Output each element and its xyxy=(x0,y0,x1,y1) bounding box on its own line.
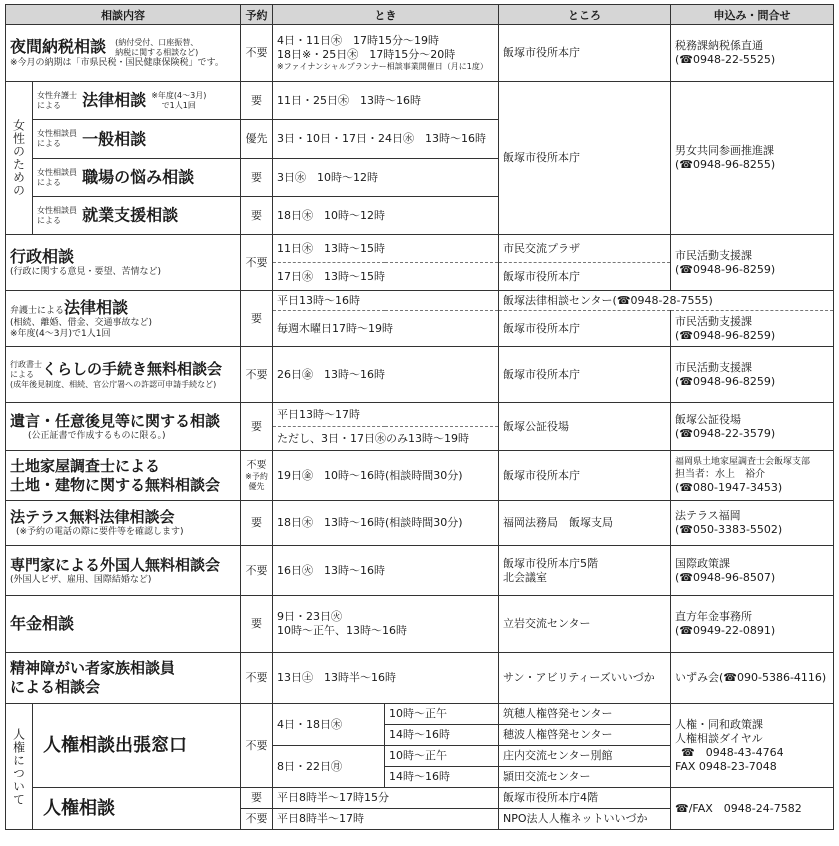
kurashi-sub: (成年後見制度、相続、官公庁署への許認可申請手続など) xyxy=(10,379,217,389)
women-contact-org: 男女共同参画推進課 xyxy=(675,144,774,157)
human-desk-title: 人権相談出張窓口 xyxy=(43,734,187,756)
human-desk-time3: 10時～正午 xyxy=(385,746,499,767)
human-consult-content xyxy=(33,788,241,830)
land-contact-person: 担当者：水上 裕介 xyxy=(675,468,765,480)
women-legal-reservation: 要 xyxy=(241,82,273,120)
law-contact-phone: (☎0948-96-8259) xyxy=(675,328,776,342)
human-desk-where2: 穂波人権啓発センター xyxy=(499,725,671,746)
table-header xyxy=(6,5,834,25)
will-where: 飯塚公証役場 xyxy=(499,403,671,451)
human-consult-res1: 要 xyxy=(241,788,273,809)
houterasu-contact-phone: (☎050-3383-5502) xyxy=(675,523,783,536)
women-legal-pre1: 女性弁護士 xyxy=(37,90,77,100)
admin-contact-phone: (☎0948-96-8259) xyxy=(675,262,776,276)
table-row xyxy=(6,235,834,263)
foreign-when: 16日㊋ 13時～16時 xyxy=(273,546,499,596)
kurashi-contact-phone: (☎0948-96-8259) xyxy=(675,374,776,388)
human-desk-where3: 庄内交流センター別館 xyxy=(499,746,671,767)
houterasu-when: 18日㊍ 13時～16時(相談時間30分) xyxy=(273,501,499,546)
pension-when1: 9日・23日㊋ xyxy=(277,610,342,623)
human-vertical-label: 人権について xyxy=(6,704,33,830)
tax-contact-phone: (☎0948-22-5525) xyxy=(675,53,776,66)
table-row xyxy=(6,501,834,546)
women-job-pre1: 女性相談員 xyxy=(37,205,77,215)
land-contact xyxy=(671,451,834,501)
mental-where: サン・アビリティーズいいづか xyxy=(499,653,671,704)
mental-content xyxy=(6,653,241,704)
kurashi-reservation: 不要 xyxy=(241,347,273,403)
admin-where1: 市民交流プラザ xyxy=(499,235,671,263)
kurashi-pre2: による xyxy=(10,369,34,379)
law-note: ※年度(4～3月)で1人1回 xyxy=(10,328,111,339)
consultation-table xyxy=(5,4,834,830)
tax-sub2: 納税に関する相談など) xyxy=(115,47,199,57)
houterasu-sub: (※予約の電話の際に要件等を確認します) xyxy=(16,527,184,537)
women-job-content xyxy=(33,197,241,235)
kurashi-contact-org: 市民活動支援課 xyxy=(675,360,752,374)
mental-contact: いずみ会(☎090-5386-4116) xyxy=(671,653,834,704)
land-reservation xyxy=(241,451,273,501)
houterasu-contact-org: 法テラス福岡 xyxy=(675,509,741,522)
tax-when-note: ※ファイナンシャルプランナー相談事業開催日（月に1度） xyxy=(277,62,488,71)
admin-when1: 11日㊍ 13時～15時 xyxy=(273,235,499,263)
women-general-when: 3日・10日・17日・24日㊌ 13時～16時 xyxy=(273,120,499,159)
will-contact xyxy=(671,403,834,451)
tax-contact xyxy=(671,25,834,82)
table-row xyxy=(6,25,834,82)
tax-contact-org: 税務課納税係直通 xyxy=(675,39,763,52)
women-contact-phone: (☎0948-96-8255) xyxy=(675,158,776,171)
mental-when: 13日㊏ 13時半～16時 xyxy=(273,653,499,704)
human-consult-res2: 不要 xyxy=(241,809,273,830)
human-desk-time2: 14時～16時 xyxy=(385,725,499,746)
women-job-pre2: による xyxy=(37,215,61,225)
land-res1: 不要 xyxy=(246,460,267,471)
header-contact: 申込み・問合せ xyxy=(671,5,834,25)
women-general-content xyxy=(33,120,241,159)
table-row xyxy=(6,347,834,403)
women-work-pre2: による xyxy=(37,177,61,187)
mental-title2: による相談会 xyxy=(10,678,101,696)
women-contact xyxy=(671,82,834,235)
human-consult-where1: 飯塚市役所本庁4階 xyxy=(499,788,671,809)
law-contact-org: 市民活動支援課 xyxy=(675,314,752,328)
human-consult-title: 人権相談 xyxy=(43,797,115,819)
land-when: 19日㊎ 10時～16時(相談時間30分) xyxy=(273,451,499,501)
women-general-pre2: による xyxy=(37,139,61,149)
houterasu-title: 法テラス無料法律相談会 xyxy=(10,508,175,526)
foreign-title: 専門家による外国人無料相談会 xyxy=(10,555,221,574)
header-reservation: 予約 xyxy=(241,5,273,25)
will-contact-phone: (☎0948-22-3579) xyxy=(675,426,776,440)
human-desk-where4: 頴田交流センター xyxy=(499,767,671,788)
pension-where: 立岩交流センター xyxy=(499,596,671,653)
header-when: とき xyxy=(273,5,499,25)
admin-title: 行政相談 xyxy=(10,247,75,266)
women-vertical-label: 女性のための xyxy=(6,82,33,235)
land-content xyxy=(6,451,241,501)
law-reservation: 要 xyxy=(241,291,273,347)
admin-content xyxy=(6,235,241,291)
women-legal-when: 11日・25日㊍ 13時～16時 xyxy=(273,82,499,120)
mental-title1: 精神障がい者家族相談員 xyxy=(10,659,176,677)
women-job-title: 就業支援相談 xyxy=(82,205,179,225)
human-desk-content xyxy=(33,704,241,788)
human-desk-time1: 10時～正午 xyxy=(385,704,499,725)
tax-reservation: 不要 xyxy=(241,25,273,82)
land-title1: 土地家屋調査士による xyxy=(10,456,161,475)
law-where1: 飯塚法律相談センター(☎0948-28-7555) xyxy=(499,291,834,311)
law-when2: 毎週木曜日17時～19時 xyxy=(273,311,499,347)
will-title: 遺言・任意後見等に関する相談 xyxy=(10,411,221,430)
table-row xyxy=(6,82,834,120)
women-general-pre1: 女性相談員 xyxy=(37,129,77,139)
houterasu-where: 福岡法務局 飯塚支局 xyxy=(499,501,671,546)
human-consult-contact: ☎/FAX 0948-24-7582 xyxy=(671,788,834,830)
tax-when1: 4日・11日㊍ 17時15分～19時 xyxy=(277,34,439,47)
law-contact xyxy=(671,311,834,347)
kurashi-pre1: 行政書士 xyxy=(10,359,42,369)
women-legal-pre2: による xyxy=(37,100,61,110)
law-when1: 平日13時～16時 xyxy=(273,291,499,311)
law-content xyxy=(6,291,241,347)
kurashi-title: くらしの手続き無料相談会 xyxy=(42,360,223,379)
foreign-reservation: 不要 xyxy=(241,546,273,596)
tax-when xyxy=(273,25,499,82)
tax-when2: 18日※・25日㊍ 17時15分～20時 xyxy=(277,48,456,61)
tax-note: ※今月の納期は「市県民税・国民健康保険税」です。 xyxy=(10,57,224,68)
table-row xyxy=(6,596,834,653)
houterasu-reservation: 要 xyxy=(241,501,273,546)
foreign-contact-phone: (☎0948-96-8507) xyxy=(675,570,776,584)
human-desk-time4: 14時～16時 xyxy=(385,767,499,788)
pension-when xyxy=(273,596,499,653)
admin-contact xyxy=(671,235,834,291)
table-row xyxy=(6,291,834,311)
women-job-reservation: 要 xyxy=(241,197,273,235)
human-contact-dial: 人権相談ダイヤル xyxy=(675,731,763,745)
table-row xyxy=(6,451,834,501)
women-work-content xyxy=(33,159,241,197)
land-res3: 優先 xyxy=(248,482,265,491)
table-row xyxy=(6,788,834,809)
land-contact-phone: (☎080-1947-3453) xyxy=(675,480,783,494)
houterasu-content xyxy=(6,501,241,546)
law-pre: 弁護士による xyxy=(10,305,65,316)
tax-title: 夜間納税相談 xyxy=(10,37,107,57)
pension-title: 年金相談 xyxy=(10,614,75,633)
foreign-content xyxy=(6,546,241,596)
kurashi-when: 26日㊎ 13時～16時 xyxy=(273,347,499,403)
kurashi-content xyxy=(6,347,241,403)
women-work-pre1: 女性相談員 xyxy=(37,167,77,177)
pension-reservation: 要 xyxy=(241,596,273,653)
table-row xyxy=(6,704,834,725)
women-legal-note1: ※年度(4～3月) xyxy=(151,90,207,100)
women-legal-note2: で1人1回 xyxy=(161,100,196,110)
land-contact-org: 福岡県土地家屋調査士会飯塚支部 xyxy=(675,456,811,467)
land-title2: 土地・建物に関する無料相談会 xyxy=(10,475,221,494)
will-contact-org: 飯塚公証役場 xyxy=(675,412,741,426)
pension-when2: 10時～正午、13時～16時 xyxy=(277,624,407,637)
will-when1: 平日13時～17時 xyxy=(273,403,499,427)
kurashi-where: 飯塚市役所本庁 xyxy=(499,347,671,403)
land-res2: ※予約 xyxy=(245,472,268,481)
human-desk-contact xyxy=(671,704,834,788)
tax-where: 飯塚市役所本庁 xyxy=(499,25,671,82)
admin-contact-org: 市民活動支援課 xyxy=(675,248,752,262)
law-title: 法律相談 xyxy=(64,297,129,317)
human-desk-reservation: 不要 xyxy=(241,704,273,788)
table-row xyxy=(6,653,834,704)
women-work-title: 職場の悩み相談 xyxy=(82,167,195,187)
will-when2: ただし、3日・17日㊌のみ13時～19時 xyxy=(273,427,499,451)
human-consult-where2: NPO法人人権ネットいいづか xyxy=(499,809,671,830)
women-legal-content xyxy=(33,82,241,120)
foreign-contact xyxy=(671,546,834,596)
women-where: 飯塚市役所本庁 xyxy=(499,82,671,235)
law-where2: 飯塚市役所本庁 xyxy=(499,311,671,347)
law-sub: (相続、離婚、借金、交通事故など) xyxy=(10,317,153,328)
pension-contact-org: 直方年金事務所 xyxy=(675,610,752,623)
foreign-where xyxy=(499,546,671,596)
table-row xyxy=(6,403,834,427)
women-general-title: 一般相談 xyxy=(82,129,147,149)
tax-content xyxy=(6,25,241,82)
admin-reservation: 不要 xyxy=(241,235,273,291)
pension-contact xyxy=(671,596,834,653)
land-where: 飯塚市役所本庁 xyxy=(499,451,671,501)
mental-reservation: 不要 xyxy=(241,653,273,704)
consultation-schedule xyxy=(5,4,834,830)
human-consult-when1: 平日8時半～17時15分 xyxy=(273,788,499,809)
kurashi-contact xyxy=(671,347,834,403)
women-general-reservation: 優先 xyxy=(241,120,273,159)
human-desk-date2: 8日・22日㊊ xyxy=(273,746,385,788)
header-where: ところ xyxy=(499,5,671,25)
houterasu-contact xyxy=(671,501,834,546)
admin-where2: 飯塚市役所本庁 xyxy=(499,263,671,291)
tax-sub1: (納付受付、口座振替、 xyxy=(115,37,199,47)
foreign-contact-org: 国際政策課 xyxy=(675,556,730,570)
women-work-when: 3日㊌ 10時～12時 xyxy=(273,159,499,197)
human-contact-fax: FAX 0948-23-7048 xyxy=(675,759,777,773)
foreign-where1: 飯塚市役所本庁5階 xyxy=(503,556,598,570)
human-consult-when2: 平日8時半～17時 xyxy=(273,809,499,830)
admin-when2: 17日㊌ 13時～15時 xyxy=(273,263,499,291)
will-sub: (公正証書で作成するものに限る。) xyxy=(28,430,166,441)
human-contact-org: 人権・同和政策課 xyxy=(675,717,763,731)
header-content: 相談内容 xyxy=(6,5,241,25)
women-legal-title: 法律相談 xyxy=(82,90,147,110)
pension-content xyxy=(6,596,241,653)
women-job-when: 18日㊍ 10時～12時 xyxy=(273,197,499,235)
will-content xyxy=(6,403,241,451)
table-row xyxy=(6,546,834,596)
foreign-sub: (外国人ビザ、雇用、国際結婚など) xyxy=(10,574,152,585)
will-reservation: 要 xyxy=(241,403,273,451)
human-desk-date1: 4日・18日㊍ xyxy=(273,704,385,746)
women-work-reservation: 要 xyxy=(241,159,273,197)
admin-sub: (行政に関する意見・要望、苦情など) xyxy=(10,267,162,277)
human-contact-phone: ☎ 0948-43-4764 xyxy=(681,745,784,759)
foreign-where2: 北会議室 xyxy=(503,570,547,584)
pension-contact-phone: (☎0949-22-0891) xyxy=(675,624,776,637)
human-desk-where1: 筑穂人権啓発センター xyxy=(499,704,671,725)
